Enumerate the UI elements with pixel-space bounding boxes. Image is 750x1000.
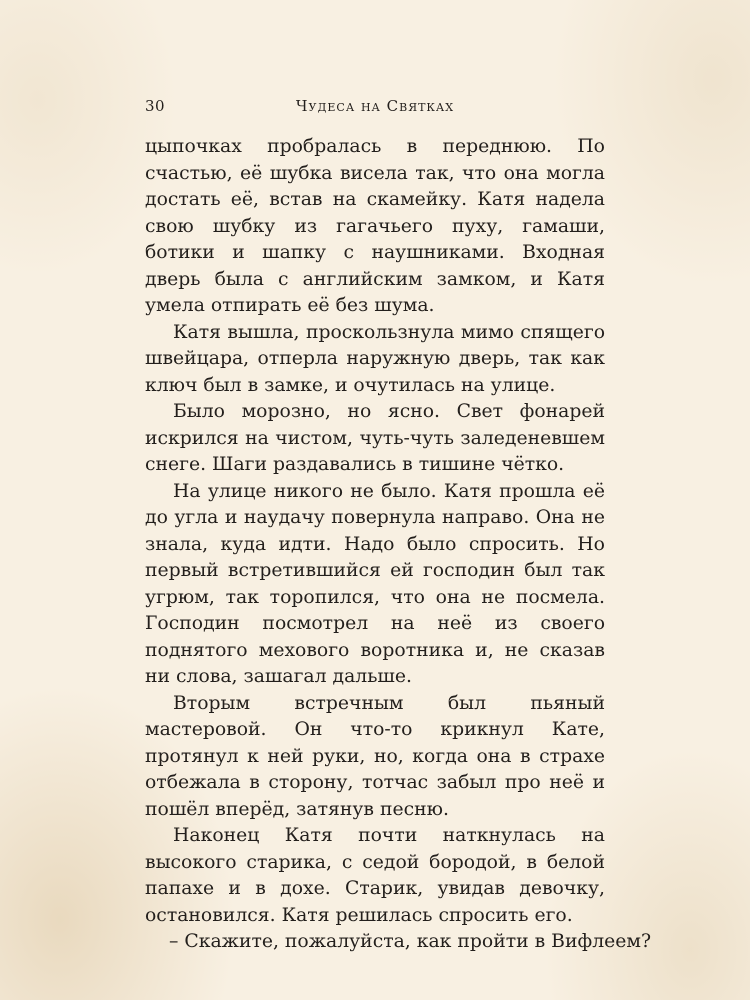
paragraph: Вторым встречным был пьяный мастеровой. Он что-то крикнул Кате, протянул к ней руки, но, когда она в страхе отбежала в сторону, тотчас забыл про неё и пошёл вперёд, затянув песню. [145, 692, 605, 820]
dialogue-line: – Скажите, пожалуйста, как пройти в Вифлеем? [169, 931, 652, 952]
running-title: Чудеса на Святках [295, 97, 455, 115]
paragraph: На улице никого не было. Катя прошла её до угла и наудачу повернула направо. Она не знала, куда идти. Надо было спросить. Но первый встретившийся ей господин был так угрюм, так торопился, что она не посмела. Господин посмотрел на неё из своего поднятого мехового воротника и, не сказав ни слова, зашагал дальше. [145, 480, 605, 687]
body-text [145, 134, 652, 956]
paragraph: Наконец Катя почти наткнулась на высокого старика, с седой бородой, в белой папахе и в дохе. Старик, увидав девочку, остановился. Катя решилась спросить его. [145, 825, 605, 926]
paragraph: Было морозно, но ясно. Свет фонарей искрился на чистом, чуть-чуть заледеневшем снеге. Шаги раздавались в тишине чётко. [145, 401, 605, 475]
paragraph: Катя вышла, проскользнула мимо спящего швейцара, отперла наружную дверь, так как ключ был в замке, и очутилась на улице. [145, 321, 605, 396]
paragraph: цыпочках пробралась в переднюю. По счастью, её шубка висела так, что она могла достать её, встав на скамейку. Катя надела свою шубку из гагачьего пуху, гамаши, ботики и шапку с наушниками. Входная дверь была с английским замком, и Катя умела отпирать её без шума. [145, 136, 605, 316]
page-number: 30 [145, 97, 166, 115]
page-header [145, 97, 605, 121]
